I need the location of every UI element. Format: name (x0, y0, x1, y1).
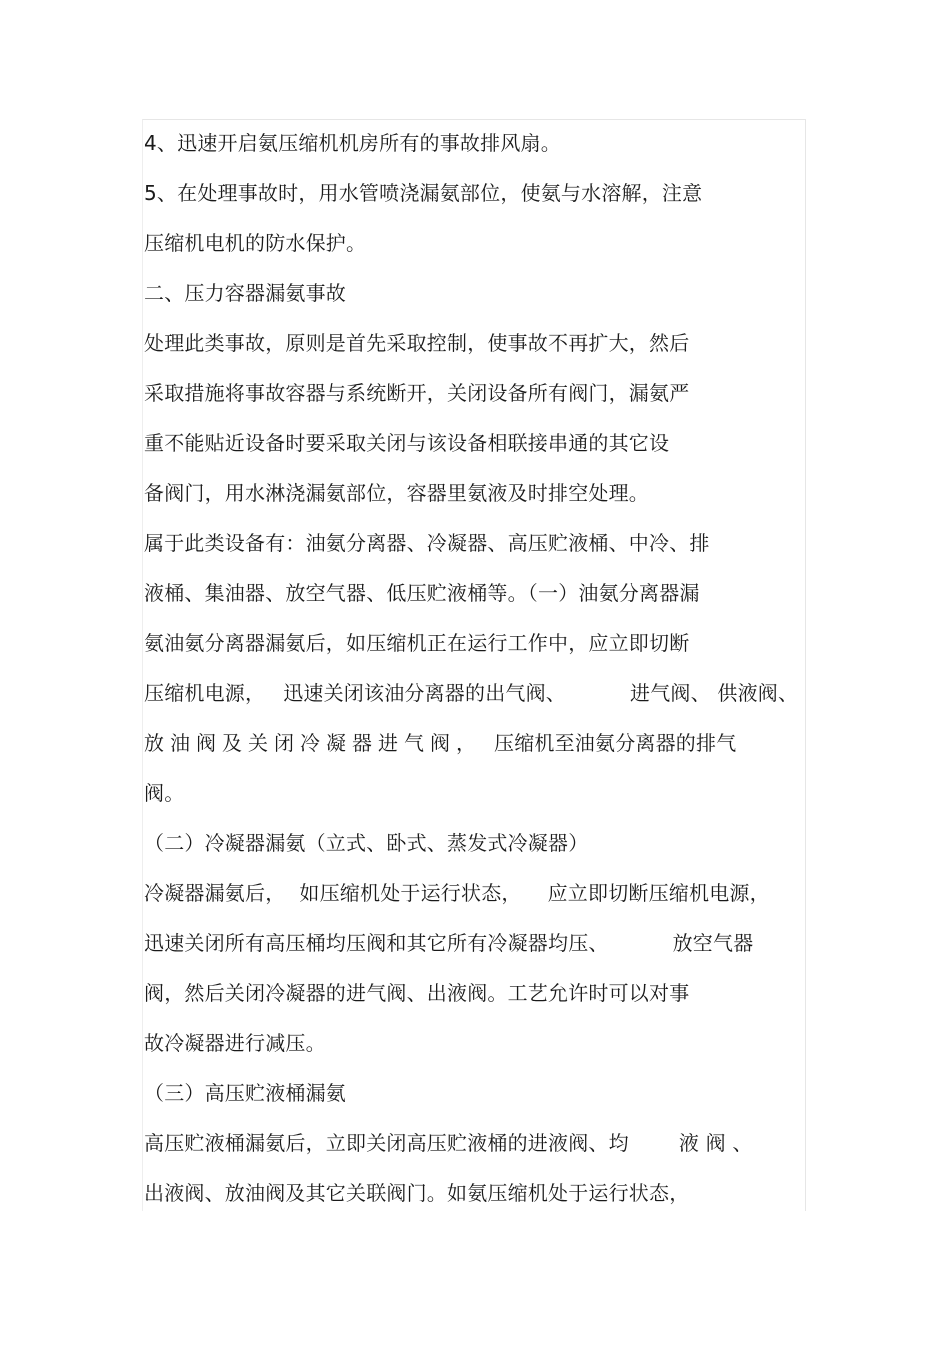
line-segment: 迅速关闭该油分离器的出气阀、 (283, 681, 567, 705)
line-segment: 放油阀及关闭冷凝器进气阀， (144, 731, 482, 755)
paragraph-line (144, 718, 804, 768)
paragraph-line: 处理此类事故，原则是首先采取控制，使事故不再扩大，然后 (144, 331, 690, 355)
line-segment: 液 阀 、 (678, 1131, 753, 1155)
line-segment: 压缩机至油氨分离器的排气 (494, 731, 737, 755)
line-segment: 放空气器 (672, 931, 754, 955)
paragraph-line (144, 918, 804, 968)
line-segment: 高压贮液桶漏氨后，立即关闭高压贮液桶的进液阀、均 (144, 1131, 629, 1155)
section-heading: 二、压力容器漏氨事故 (144, 281, 346, 305)
paragraph-line: 5、在处理事故时，用水管喷浇漏氨部位，使氨与水溶解，注意 (144, 181, 703, 205)
line-segment: 如压缩机处于运行状态， (299, 881, 522, 905)
paragraph-line: 压缩机电机的防水保护。 (144, 231, 367, 255)
paragraph-line: 出液阀、放油阀及其它关联阀门。如氨压缩机处于运行状态， (144, 1181, 690, 1205)
document-body (144, 118, 804, 1218)
paragraph-line: 阀，然后关闭冷凝器的进气阀、出液阀。工艺允许时可以对事 (144, 981, 690, 1005)
line-segment: 应立即切断压缩机电源， (547, 881, 770, 905)
paragraph-line: 故冷凝器进行减压。 (144, 1031, 326, 1055)
line-segment: 进气阀、 供液阀、 (630, 681, 799, 705)
line-segment: 压缩机电源， (144, 681, 266, 705)
paragraph-line (144, 868, 804, 918)
paragraph-line: 属于此类设备有：油氨分离器、冷凝器、高压贮液桶、中冷、排 (144, 531, 710, 555)
line-segment: 迅速关闭所有高压桶均压阀和其它所有冷凝器均压、 (144, 931, 609, 955)
paragraph-line (144, 1118, 804, 1168)
paragraph-line: 阀。 (144, 781, 185, 805)
subsection-heading: （三）高压贮液桶漏氨 (144, 1081, 346, 1105)
subsection-heading: （二）冷凝器漏氨（立式、卧式、蒸发式冷凝器） (144, 831, 589, 855)
line-segment: 冷凝器漏氨后， (144, 881, 286, 905)
paragraph-line: 4、迅速开启氨压缩机机房所有的事故排风扇。 (144, 131, 561, 155)
paragraph-line: 备阀门，用水淋浇漏氨部位，容器里氨液及时排空处理。 (144, 481, 649, 505)
paragraph-line: 重不能贴近设备时要采取关闭与该设备相联接串通的其它设 (144, 431, 670, 455)
paragraph-line: 液桶、集油器、放空气器、低压贮液桶等。（一）油氨分离器漏 (144, 581, 700, 605)
paragraph-line (144, 668, 804, 718)
paragraph-line: 氨油氨分离器漏氨后，如压缩机正在运行工作中，应立即切断 (144, 631, 690, 655)
paragraph-line: 采取措施将事故容器与系统断开，关闭设备所有阀门，漏氨严 (144, 381, 690, 405)
